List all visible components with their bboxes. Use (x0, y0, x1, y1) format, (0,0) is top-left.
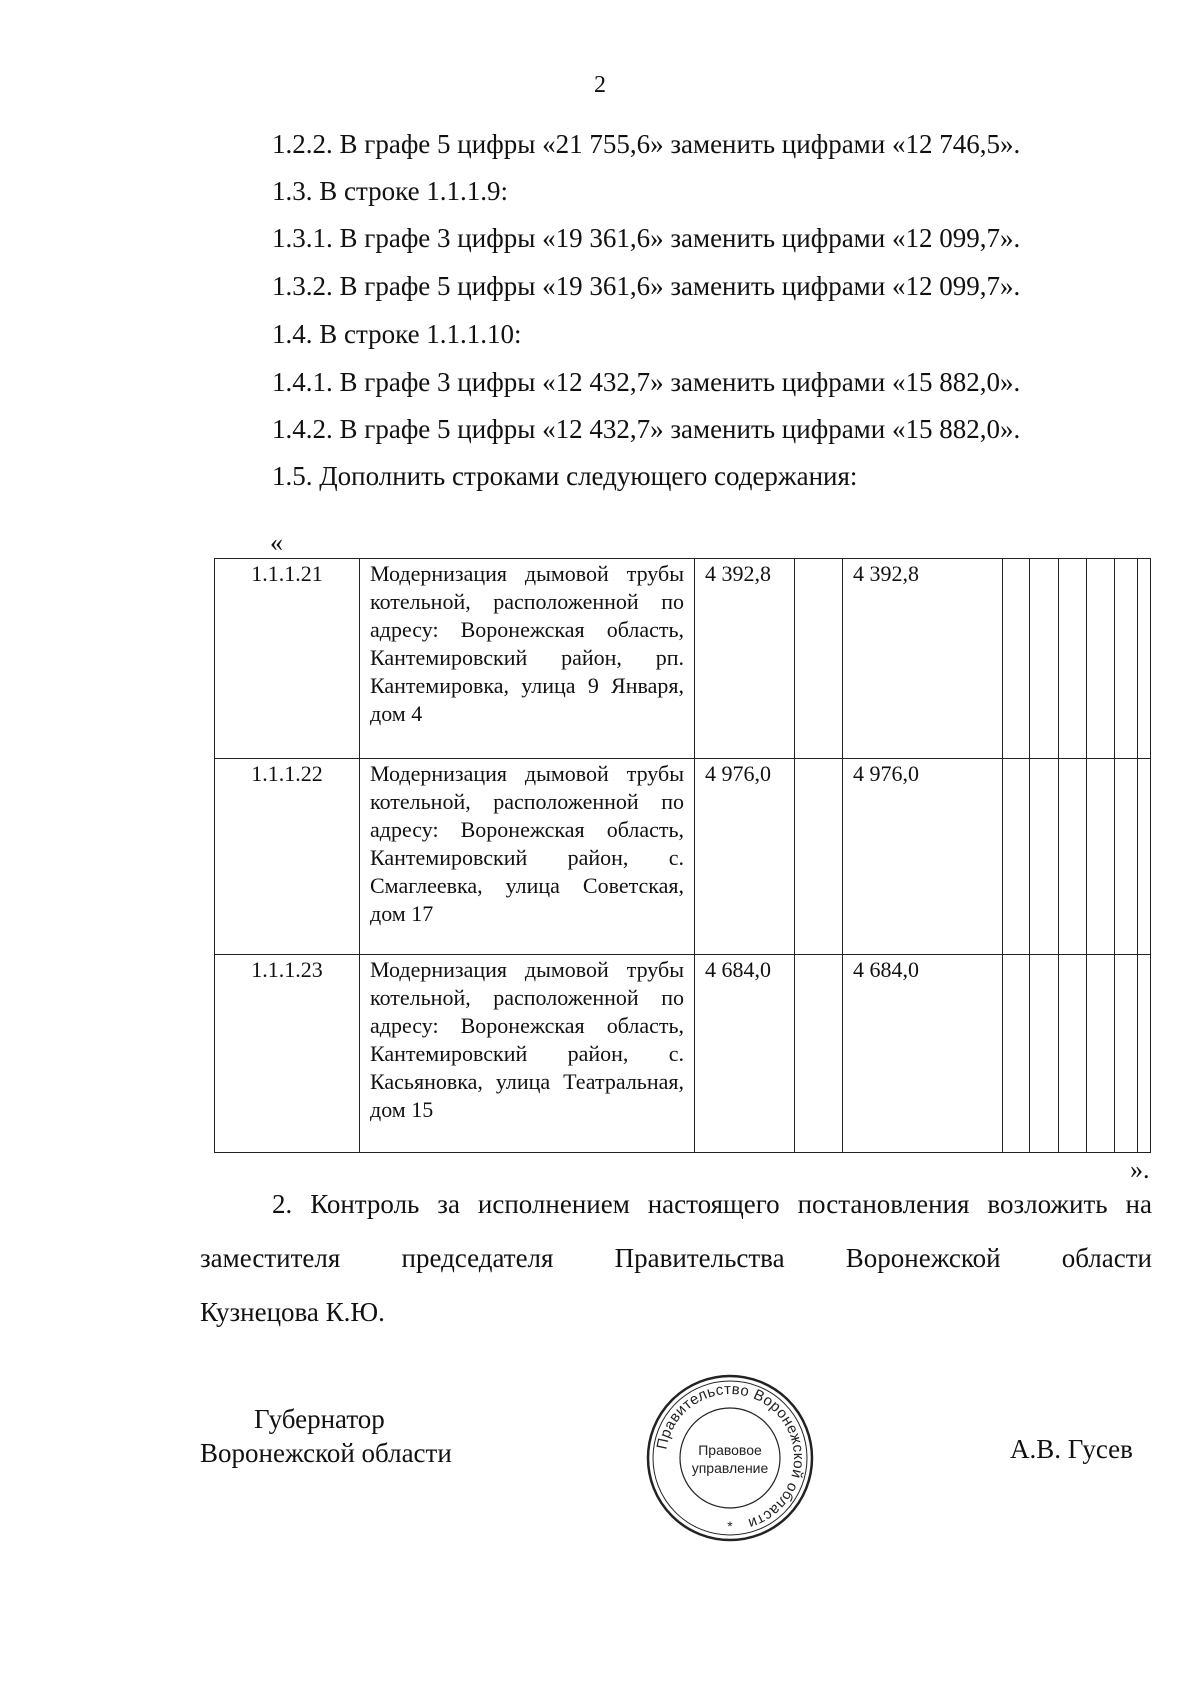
opening-quote-mark: « (270, 528, 283, 557)
row-col5-value: 4 684,0 (843, 955, 1003, 1153)
governor-title-line-2: Воронежской области (200, 1438, 452, 1468)
empty-cell (1115, 759, 1138, 955)
row-col4-value (795, 559, 843, 759)
stamp-ring-text: Правительство Воронежской области (653, 1380, 808, 1533)
control-line-3: Кузнецова К.Ю. (200, 1297, 385, 1327)
signatory-name: А.В. Гусев (1010, 1434, 1133, 1464)
row-col3-value: 4 392,8 (695, 559, 795, 759)
paragraph-1-5: 1.5. Дополнить строками следующего содержания: (272, 461, 858, 491)
row-code: 1.1.1.23 (215, 955, 360, 1153)
empty-cell (1087, 559, 1115, 759)
table-row (215, 759, 1151, 955)
stamp-inner-line-2: управление (691, 1460, 769, 1476)
empty-cell (1030, 559, 1059, 759)
empty-cell (1115, 559, 1138, 759)
row-name: Модернизация дымовой трубы котельной, расположенной по адресу: Воронежская область, Кантемировский район, рп. Кантемировка, улица 9 Января, дом 4 (360, 559, 695, 759)
control-paragraph (200, 1188, 1152, 1328)
page-number: 2 (594, 72, 606, 98)
row-col3-value: 4 976,0 (695, 759, 795, 955)
row-code: 1.1.1.21 (215, 559, 360, 759)
paragraph-1-4-2: 1.4.2. В графе 5 цифры «12 432,7» заменить цифрами «15 882,0». (272, 414, 1021, 444)
empty-cell (1059, 759, 1087, 955)
empty-cell (1030, 759, 1059, 955)
empty-cell (1115, 955, 1138, 1153)
row-col4-value (795, 759, 843, 955)
official-stamp (645, 1373, 815, 1543)
governor-title (200, 1402, 452, 1470)
row-col3-value: 4 684,0 (695, 955, 795, 1153)
table-row (215, 955, 1151, 1153)
stamp-star: * (727, 1518, 733, 1534)
empty-cell (1003, 559, 1030, 759)
paragraph-1-4: 1.4. В строке 1.1.1.10: (272, 319, 522, 349)
paragraph-1-2-2: 1.2.2. В графе 5 цифры «21 755,6» заменить цифрами «12 746,5». (272, 129, 1021, 159)
empty-cell (1059, 955, 1087, 1153)
stamp-inner-line-1: Правовое (698, 1442, 762, 1458)
empty-cell (1003, 955, 1030, 1153)
paragraph-1-3-1: 1.3.1. В графе 3 цифры «19 361,6» заменить цифрами «12 099,7». (272, 223, 1021, 253)
empty-cell (1087, 955, 1115, 1153)
row-code: 1.1.1.22 (215, 759, 360, 955)
paragraph-1-4-1: 1.4.1. В графе 3 цифры «12 432,7» заменить цифрами «15 882,0». (272, 367, 1021, 397)
empty-cell (1138, 955, 1151, 1153)
empty-cell (1059, 559, 1087, 759)
amendment-table (214, 558, 1151, 1153)
empty-cell (1138, 559, 1151, 759)
row-col4-value (795, 955, 843, 1153)
paragraph-1-3-2: 1.3.2. В графе 5 цифры «19 361,6» заменить цифрами «12 099,7». (272, 271, 1021, 301)
closing-quote-mark: ». (1130, 1155, 1150, 1184)
row-col5-value: 4 392,8 (843, 559, 1003, 759)
empty-cell (1087, 759, 1115, 955)
empty-cell (1138, 759, 1151, 955)
row-col5-value: 4 976,0 (843, 759, 1003, 955)
governor-title-line-1: Губернатор (254, 1404, 385, 1434)
control-line-2: заместителя председателя Правительства Воронежской области (200, 1243, 1152, 1273)
empty-cell (1030, 955, 1059, 1153)
table-row (215, 559, 1151, 759)
paragraph-1-3: 1.3. В строке 1.1.1.9: (272, 176, 509, 206)
row-name: Модернизация дымовой трубы котельной, расположенной по адресу: Воронежская область, Кантемировский район, с. Смаглеевка, улица Советская, дом 17 (360, 759, 695, 955)
empty-cell (1003, 759, 1030, 955)
control-line-1: 2. Контроль за исполнением настоящего постановления возложить на (272, 1189, 1152, 1219)
row-name: Модернизация дымовой трубы котельной, расположенной по адресу: Воронежская область, Кантемировский район, с. Касьяновка, улица Театральная, дом 15 (360, 955, 695, 1153)
